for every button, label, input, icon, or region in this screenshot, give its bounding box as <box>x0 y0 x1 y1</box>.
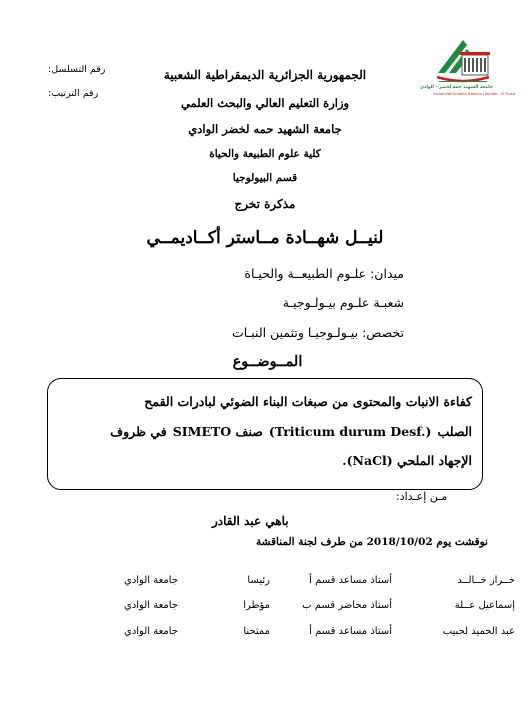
branch-label: شعبـة علـوم بيـولـوجيـة <box>282 295 404 310</box>
serial-number-label: رقم التسلسل: <box>48 64 106 75</box>
title-line-3: الإجهاد الملحي (NaCl). <box>342 453 472 468</box>
ministry-name: وزارة التعليم العالي والبحث العلمي <box>180 96 350 110</box>
jury-member-institution: جامعة الوادي <box>124 600 178 611</box>
jury-member-name: خــراز خــالــد <box>457 575 515 586</box>
faculty-name: كلية علوم الطبيعة والحياة <box>209 148 321 160</box>
specialty-label: تخصص: بيـولـوجيـا وتثمين النبـات <box>232 325 404 340</box>
jury-member-role: رئيسا <box>247 575 270 586</box>
thesis-title-box <box>47 378 483 490</box>
memo-type: مذكرة تخرج <box>234 197 296 211</box>
jury-member-role: مؤطرا <box>243 600 270 611</box>
title-line-2-start: الصلب <box>437 424 472 439</box>
title-line-1: كفاءة الانبات والمحتوى من صبغات البناء الضوئي لبادرات القمح <box>144 394 472 409</box>
university-logo-icon <box>419 35 516 105</box>
jury-member-institution: جامعة الوادي <box>124 575 178 586</box>
defense-statement: نوقشت يوم 2018/10/02 من طرف لجنة المناقشة <box>256 536 488 548</box>
jury-member-rank: أستاذ مساعد قسم أ <box>309 626 392 637</box>
title-species: (Triticum durum Desf.) <box>268 424 432 439</box>
jury-member-rank: أستاذ مساعد قسم أ <box>309 575 392 586</box>
jury-member-name: إسماعيل عــلة <box>454 600 515 611</box>
order-number-label: رقم الترتيب: <box>48 88 99 99</box>
degree-title: لنيــل شهــادة مــاستر أكــاديمــي <box>146 228 384 248</box>
logo-text: جامعة الشهيد حمه لخضر - الوادي <box>419 85 493 90</box>
jury-member-rank: أستاذ محاضر قسم ب <box>302 600 392 611</box>
department-name: قسم البيولوجيا <box>232 172 298 184</box>
logo-text-latin: Université Echahid Hamma Lakhdar - El Oued <box>433 92 516 96</box>
subject-label: المــوضــوع <box>232 353 303 370</box>
title-line-2 <box>110 424 472 439</box>
field-label: ميدان: علـوم الطبيعــة والحيـاة <box>244 266 404 281</box>
author-name: باهي عبد القادر <box>212 514 289 528</box>
prepared-by-label: مـن إعـداد: <box>396 490 448 503</box>
title-line-2-end: في ظروف <box>110 424 167 439</box>
republic-name: الجمهورية الجزائرية الديمقراطية الشعبية <box>163 68 367 82</box>
jury-member-name: عبد الحميد لحبيب <box>442 626 515 637</box>
university-name: جامعة الشهيد حمه لخضر الوادي <box>188 122 342 136</box>
jury-member-role: ممتحنا <box>243 626 270 637</box>
title-variety: صنف SIMETO <box>172 424 263 439</box>
jury-member-institution: جامعة الوادي <box>124 626 178 637</box>
